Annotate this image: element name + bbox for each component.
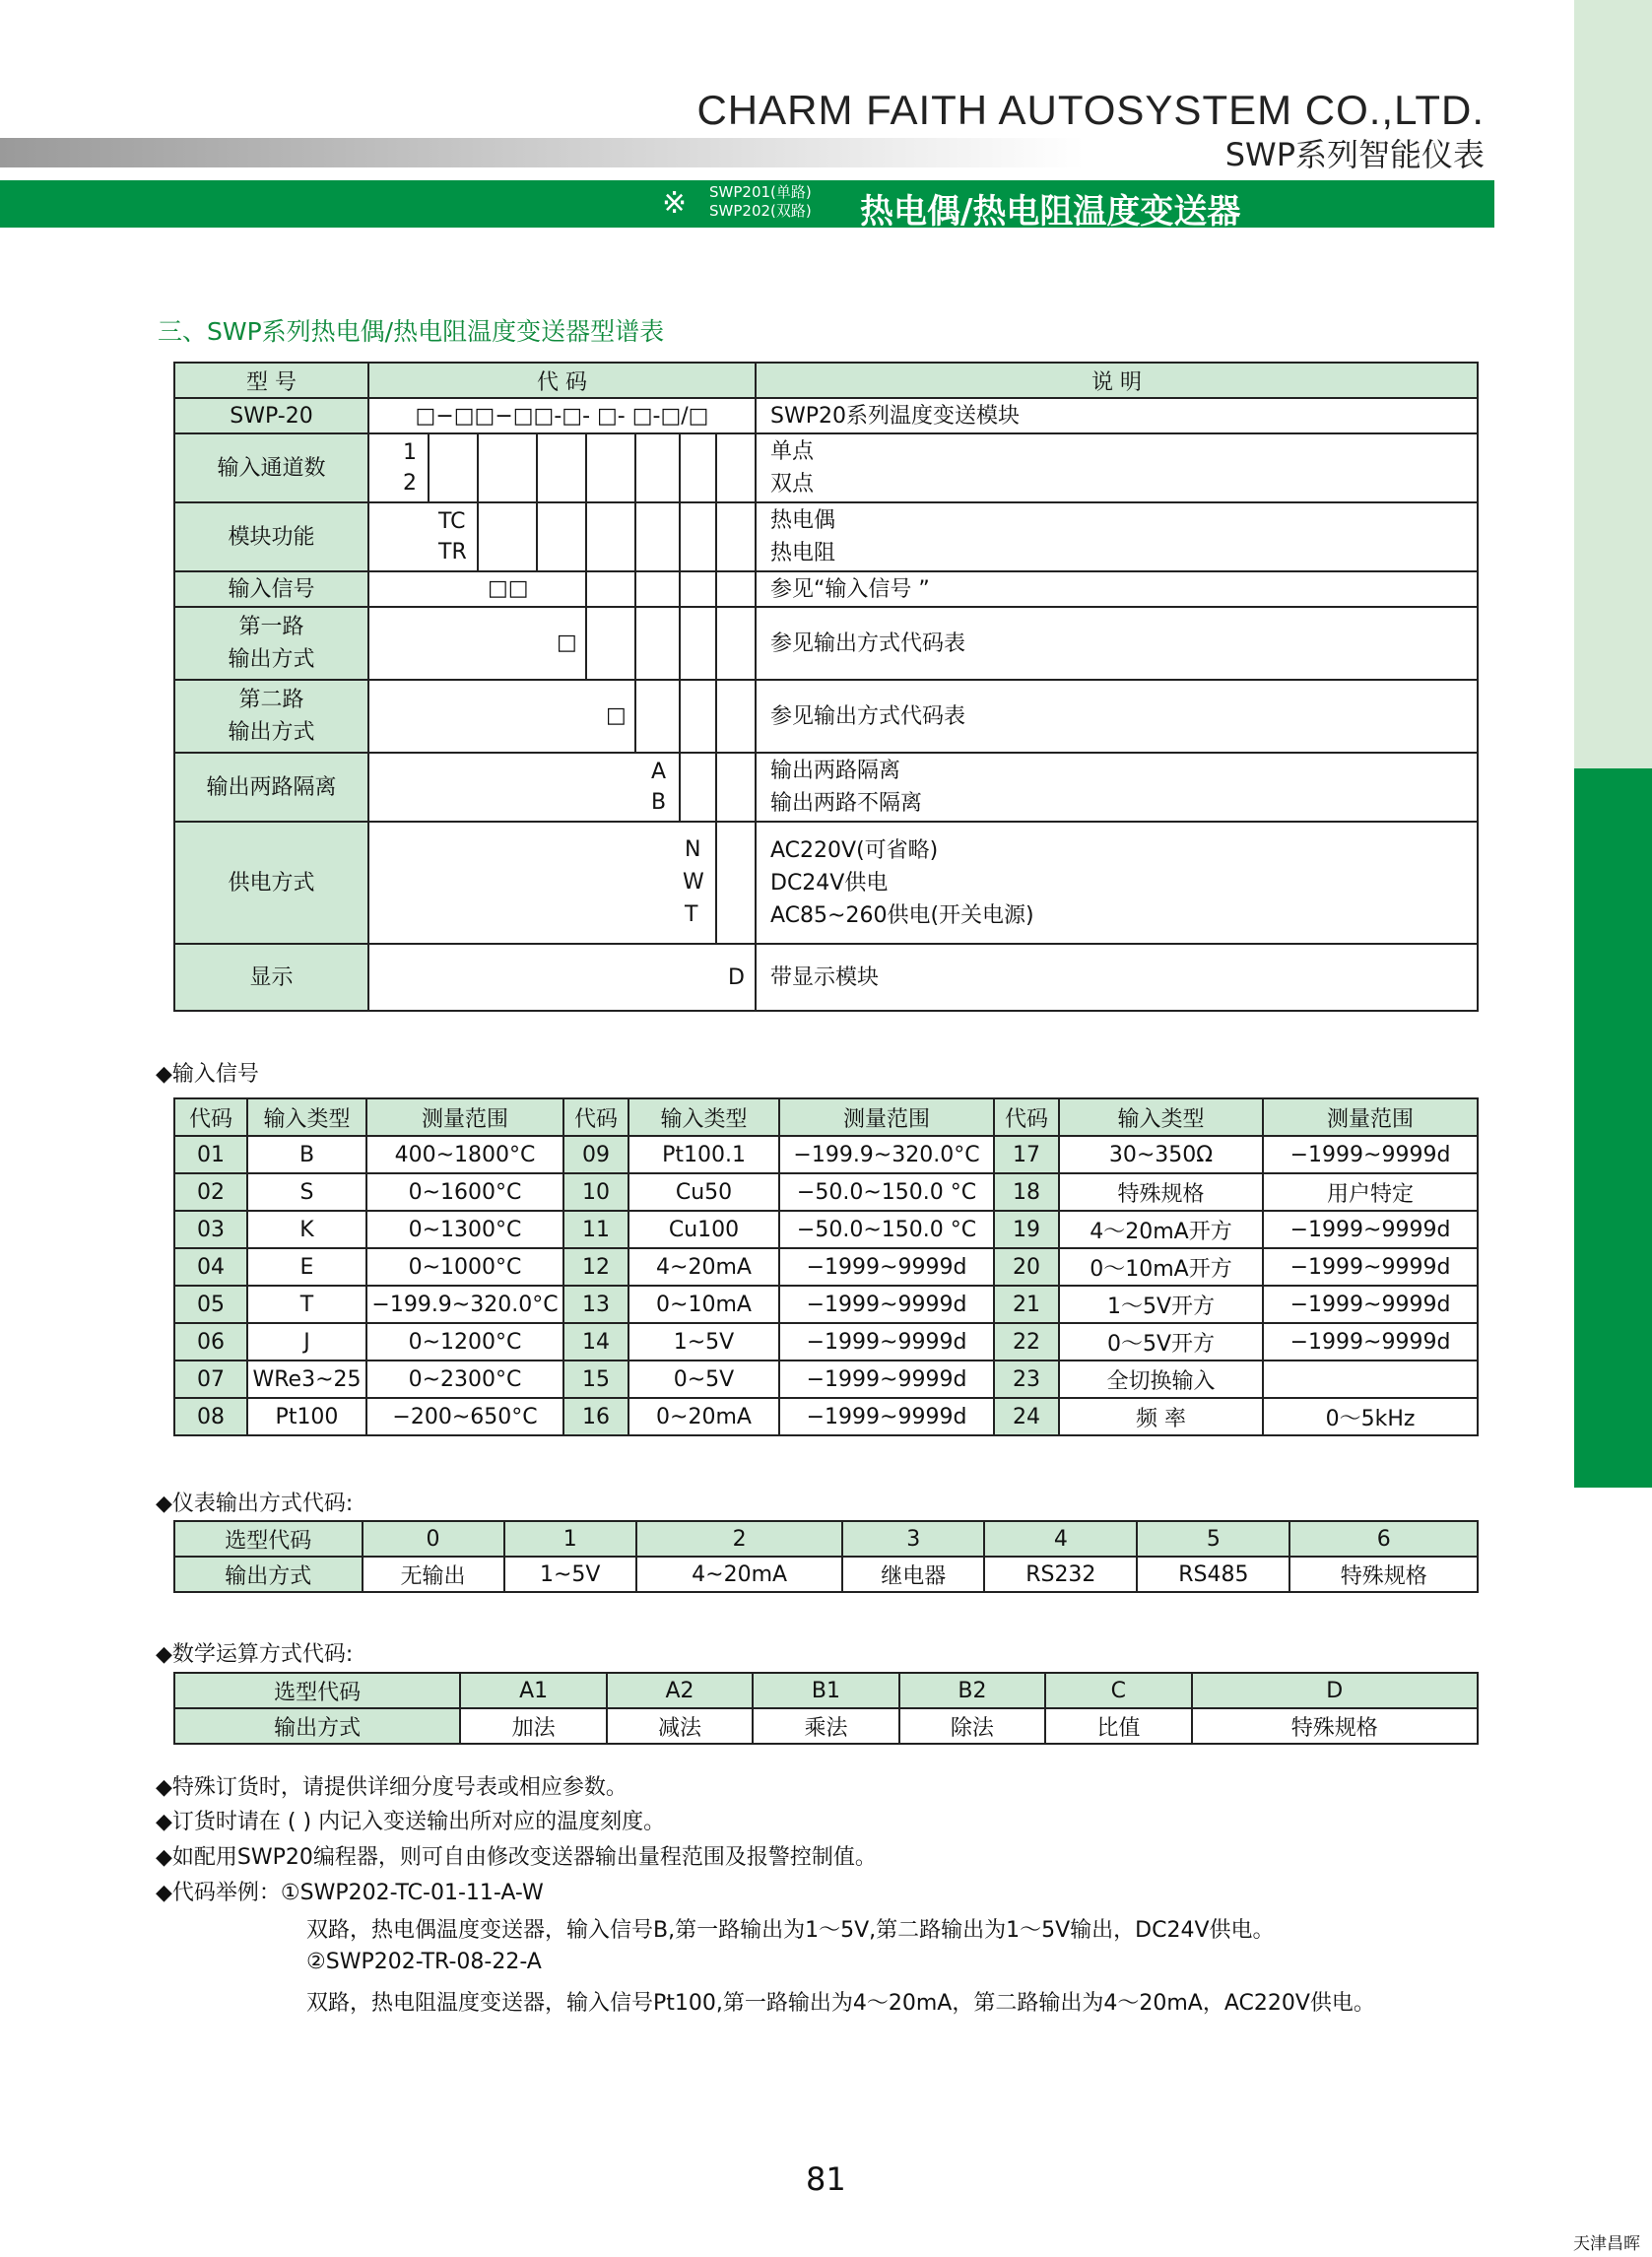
sig-code-cell: 18 xyxy=(994,1173,1059,1211)
code-column-grid xyxy=(369,681,755,752)
sig-header: 测量范围 xyxy=(779,1098,994,1136)
sig-header: 代码 xyxy=(563,1098,628,1136)
out-value-cell: 4~20mA xyxy=(636,1557,842,1592)
side-band-dark xyxy=(1574,768,1652,1488)
section-title: 三、SWP系列热电偶/热电阻温度变送器型谱表 xyxy=(158,317,665,346)
spec-table xyxy=(173,362,1479,1012)
sig-header: 代码 xyxy=(174,1098,247,1136)
reference-mark: ※ xyxy=(662,186,688,221)
sig-header: 测量范围 xyxy=(366,1098,563,1136)
sig-value-cell: 0~1000°C xyxy=(366,1248,563,1286)
math-value-cell: A1 xyxy=(460,1673,606,1708)
sig-value-cell: 4～20mA开方 xyxy=(1059,1211,1263,1248)
product-series: SWP系列智能仪表 xyxy=(1224,136,1485,173)
spec-code-cell xyxy=(368,753,756,822)
out-value-cell: 无输出 xyxy=(363,1557,504,1592)
sig-value-cell: Cu100 xyxy=(628,1211,779,1248)
code-column-grid xyxy=(369,503,755,570)
side-band-light xyxy=(1574,0,1652,768)
sig-value-cell: 0~2300°C xyxy=(366,1361,563,1398)
spec-label: 模块功能 xyxy=(174,502,368,571)
sig-header: 输入类型 xyxy=(1059,1098,1263,1136)
sig-value-cell: 0～10mA开方 xyxy=(1059,1248,1263,1286)
page-title: 热电偶/热电阻温度变送器 xyxy=(860,192,1241,232)
spec-code-cell xyxy=(368,502,756,571)
sig-value-cell: −1999~9999d xyxy=(779,1248,994,1286)
sig-value-cell: −1999~9999d xyxy=(1263,1323,1478,1361)
example-2-code: ②SWP202-TR-08-22-A xyxy=(306,1950,542,1974)
table-row xyxy=(174,1136,1478,1173)
sig-value-cell: 0~1300°C xyxy=(366,1211,563,1248)
sig-code-cell: 21 xyxy=(994,1286,1059,1323)
sig-code-cell: 24 xyxy=(994,1398,1059,1435)
header-gradient-bar xyxy=(0,138,1084,167)
spec-code: TC xyxy=(438,509,466,534)
sig-value-cell: K xyxy=(247,1211,366,1248)
spec-desc: 参见“输入信号 ” xyxy=(756,571,1478,607)
spec-code: 2 xyxy=(403,471,417,496)
sig-code-cell: 06 xyxy=(174,1323,247,1361)
spec-code: 1 xyxy=(403,440,417,465)
sig-value-cell: −50.0~150.0 °C xyxy=(779,1211,994,1248)
out-value-cell: 特殊规格 xyxy=(1289,1557,1478,1592)
example-2-desc: 双路，热电阻温度变送器，输入信号Pt100,第一路输出为4～20mA，第二路输出为4～20mA，AC220V供电。 xyxy=(306,1991,1375,2016)
code-column-grid xyxy=(369,754,755,821)
spec-label: 供电方式 xyxy=(174,822,368,944)
spec-header-desc: 说 明 xyxy=(756,363,1478,398)
sig-value-cell: 特殊规格 xyxy=(1059,1173,1263,1211)
sig-value-cell: 频 率 xyxy=(1059,1398,1263,1435)
out-value-cell: 2 xyxy=(636,1521,842,1557)
spec-code: □ xyxy=(606,703,627,728)
math-value-cell: C xyxy=(1045,1673,1191,1708)
sig-code-cell: 08 xyxy=(174,1398,247,1435)
sig-code-cell: 15 xyxy=(563,1361,628,1398)
model-list xyxy=(709,183,812,221)
sig-value-cell: −1999~9999d xyxy=(779,1323,994,1361)
sig-value-cell: 1～5V开方 xyxy=(1059,1286,1263,1323)
sig-code-cell: 12 xyxy=(563,1248,628,1286)
out-value-cell: 1 xyxy=(504,1521,636,1557)
spec-code-template: □−□□−□□-□- □- □-□/□ xyxy=(368,398,756,433)
table-row xyxy=(174,1398,1478,1435)
sig-header: 测量范围 xyxy=(1263,1098,1478,1136)
math-value-cell: 比值 xyxy=(1045,1708,1191,1744)
out-label-cell: 输出方式 xyxy=(174,1557,363,1592)
spec-code-cell xyxy=(368,822,756,944)
out-value-cell: 5 xyxy=(1137,1521,1289,1557)
input-signal-table xyxy=(173,1097,1479,1436)
spec-code: D xyxy=(728,965,745,990)
math-mode-row xyxy=(174,1708,1478,1744)
spec-label: 输出两路隔离 xyxy=(174,753,368,822)
sig-code-cell: 05 xyxy=(174,1286,247,1323)
sig-value-cell: Cu50 xyxy=(628,1173,779,1211)
sig-value-cell: −50.0~150.0 °C xyxy=(779,1173,994,1211)
spec-code-cell xyxy=(368,944,756,1011)
output-mode-row xyxy=(174,1557,1478,1592)
sig-value-cell: WRe3~25 xyxy=(247,1361,366,1398)
example-1-desc: 双路，热电偶温度变送器，输入信号B,第一路输出为1～5V,第二路输出为1～5V输出，DC24V供电。 xyxy=(306,1918,1275,1943)
spec-code: □ xyxy=(557,631,577,655)
math-value-cell: B2 xyxy=(899,1673,1045,1708)
math-value-cell: B1 xyxy=(753,1673,898,1708)
sig-value-cell: E xyxy=(247,1248,366,1286)
spec-code: □□ xyxy=(488,576,529,601)
spec-label: 显示 xyxy=(174,944,368,1011)
math-value-cell: 减法 xyxy=(607,1708,753,1744)
sig-value-cell: −200~650°C xyxy=(366,1398,563,1435)
sig-value-cell: −1999~9999d xyxy=(779,1398,994,1435)
out-value-cell: RS485 xyxy=(1137,1557,1289,1592)
spec-header-code: 代 码 xyxy=(368,363,756,398)
sig-body xyxy=(174,1136,1478,1435)
note-programmer: ◆如配用SWP20编程器，则可自由修改变送器输出量程范围及报警控制值。 xyxy=(156,1845,877,1870)
spec-label: 第一路 输出方式 xyxy=(174,607,368,680)
note-scale: ◆订货时请在 ( ) 内记入变送输出所对应的温度刻度。 xyxy=(156,1810,666,1834)
sig-value-cell: 0~1600°C xyxy=(366,1173,563,1211)
math-value-cell: 乘法 xyxy=(753,1708,898,1744)
spec-label: 第二路 输出方式 xyxy=(174,680,368,753)
sig-code-cell: 01 xyxy=(174,1136,247,1173)
sig-value-cell: 0～5kHz xyxy=(1263,1398,1478,1435)
math-value-cell: 特殊规格 xyxy=(1192,1708,1478,1744)
sig-code-cell: 11 xyxy=(563,1211,628,1248)
out-value-cell: 3 xyxy=(842,1521,984,1557)
math-codes-heading: ◆数学运算方式代码: xyxy=(156,1642,354,1667)
table-row xyxy=(174,1173,1478,1211)
sig-value-cell: 0~5V xyxy=(628,1361,779,1398)
spec-code-cell xyxy=(368,433,756,502)
spec-code: TR xyxy=(438,540,467,564)
spec-code-cell xyxy=(368,607,756,680)
sig-value-cell: Pt100.1 xyxy=(628,1136,779,1173)
math-code-table xyxy=(173,1672,1479,1745)
spec-header-model: 型 号 xyxy=(174,363,368,398)
footer-text: 天津昌晖 xyxy=(1573,2234,1640,2254)
spec-desc: 输出两路隔离 输出两路不隔离 xyxy=(756,753,1478,822)
sig-value-cell: −1999~9999d xyxy=(779,1286,994,1323)
spec-label: 输入信号 xyxy=(174,571,368,607)
sig-value-cell: 30~350Ω xyxy=(1059,1136,1263,1173)
sig-value-cell: −1999~9999d xyxy=(1263,1136,1478,1173)
output-codes-heading: ◆仪表输出方式代码: xyxy=(156,1492,354,1516)
table-row xyxy=(174,1248,1478,1286)
sig-value-cell: 0~20mA xyxy=(628,1398,779,1435)
table-row xyxy=(174,1211,1478,1248)
sig-code-cell: 13 xyxy=(563,1286,628,1323)
sig-code-cell: 07 xyxy=(174,1361,247,1398)
sig-code-cell: 16 xyxy=(563,1398,628,1435)
math-label-cell: 选型代码 xyxy=(174,1673,460,1708)
model-dual: SWP202(双路) xyxy=(709,202,812,220)
out-value-cell: 0 xyxy=(363,1521,504,1557)
sig-value-cell: B xyxy=(247,1136,366,1173)
model-single: SWP201(单路) xyxy=(709,183,812,201)
sig-value-cell: T xyxy=(247,1286,366,1323)
sig-code-cell: 17 xyxy=(994,1136,1059,1173)
sig-value-cell: −199.9~320.0°C xyxy=(779,1136,994,1173)
spec-desc: SWP20系列温度变送模块 xyxy=(756,398,1478,433)
sig-value-cell: −1999~9999d xyxy=(1263,1286,1478,1323)
spec-desc: 单点 双点 xyxy=(756,433,1478,502)
sig-value-cell: Pt100 xyxy=(247,1398,366,1435)
sig-value-cell: 4~20mA xyxy=(628,1248,779,1286)
sig-code-cell: 14 xyxy=(563,1323,628,1361)
out-value-cell: RS232 xyxy=(984,1557,1137,1592)
spec-desc: AC220V(可省略) DC24V供电 AC85~260供电(开关电源) xyxy=(756,822,1478,944)
sig-code-cell: 10 xyxy=(563,1173,628,1211)
spec-code: W xyxy=(683,870,704,895)
note-example: ◆代码举例：①SWP202-TC-01-11-A-W xyxy=(156,1881,544,1905)
page-number: 81 xyxy=(806,2160,846,2198)
sig-header: 输入类型 xyxy=(628,1098,779,1136)
sig-value-cell: 0~1200°C xyxy=(366,1323,563,1361)
sig-value-cell: 0~10mA xyxy=(628,1286,779,1323)
sig-header: 代码 xyxy=(994,1098,1059,1136)
output-code-table xyxy=(173,1520,1479,1593)
sig-header: 输入类型 xyxy=(247,1098,366,1136)
sig-value-cell: −1999~9999d xyxy=(779,1361,994,1398)
sig-value-cell: 全切换输入 xyxy=(1059,1361,1263,1398)
sig-value-cell: S xyxy=(247,1173,366,1211)
spec-code: N xyxy=(685,837,701,862)
sig-code-cell: 19 xyxy=(994,1211,1059,1248)
spec-desc: 热电偶 热电阻 xyxy=(756,502,1478,571)
out-value-cell: 6 xyxy=(1289,1521,1478,1557)
code-column-grid xyxy=(369,434,755,501)
spec-label: SWP-20 xyxy=(174,398,368,433)
table-row xyxy=(174,1286,1478,1323)
sig-code-cell: 04 xyxy=(174,1248,247,1286)
spec-code: B xyxy=(651,790,667,815)
code-column-grid xyxy=(369,572,755,606)
sig-value-cell: 400~1800°C xyxy=(366,1136,563,1173)
spec-code: T xyxy=(685,902,698,927)
sig-code-cell: 02 xyxy=(174,1173,247,1211)
table-row xyxy=(174,1361,1478,1398)
sig-value-cell: −1999~9999d xyxy=(1263,1211,1478,1248)
sig-value-cell: −199.9~320.0°C xyxy=(366,1286,563,1323)
math-value-cell: 除法 xyxy=(899,1708,1045,1744)
sig-code-cell: 03 xyxy=(174,1211,247,1248)
spec-desc: 参见输出方式代码表 xyxy=(756,607,1478,680)
sig-value-cell xyxy=(1263,1361,1478,1398)
out-label-cell: 选型代码 xyxy=(174,1521,363,1557)
sig-value-cell: 0～5V开方 xyxy=(1059,1323,1263,1361)
out-value-cell: 继电器 xyxy=(842,1557,984,1592)
sig-code-cell: 20 xyxy=(994,1248,1059,1286)
spec-code: A xyxy=(651,760,667,784)
input-signal-heading: ◆输入信号 xyxy=(156,1062,259,1087)
spec-desc: 参见输出方式代码表 xyxy=(756,680,1478,753)
math-value-cell: 加法 xyxy=(460,1708,606,1744)
sig-value-cell: 用户特定 xyxy=(1263,1173,1478,1211)
company-name: CHARM FAITH AUTOSYSTEM CO.,LTD. xyxy=(696,87,1485,133)
sig-value-cell: 1~5V xyxy=(628,1323,779,1361)
sig-code-cell: 23 xyxy=(994,1361,1059,1398)
spec-code-cell xyxy=(368,571,756,607)
title-bar xyxy=(0,180,1494,232)
math-label-cell: 输出方式 xyxy=(174,1708,460,1744)
note-special-order: ◆特殊订货时，请提供详细分度号表或相应参数。 xyxy=(156,1775,628,1800)
sig-value-cell: J xyxy=(247,1323,366,1361)
spec-desc: 带显示模块 xyxy=(756,944,1478,1011)
sig-code-cell: 22 xyxy=(994,1323,1059,1361)
output-code-row xyxy=(174,1521,1478,1557)
out-value-cell: 4 xyxy=(984,1521,1137,1557)
out-value-cell: 1~5V xyxy=(504,1557,636,1592)
spec-label: 输入通道数 xyxy=(174,433,368,502)
sig-value-cell: −1999~9999d xyxy=(1263,1248,1478,1286)
sig-code-cell: 09 xyxy=(563,1136,628,1173)
math-code-row xyxy=(174,1673,1478,1708)
math-value-cell: A2 xyxy=(607,1673,753,1708)
spec-code-cell xyxy=(368,680,756,753)
table-row xyxy=(174,1323,1478,1361)
math-value-cell: D xyxy=(1192,1673,1478,1708)
